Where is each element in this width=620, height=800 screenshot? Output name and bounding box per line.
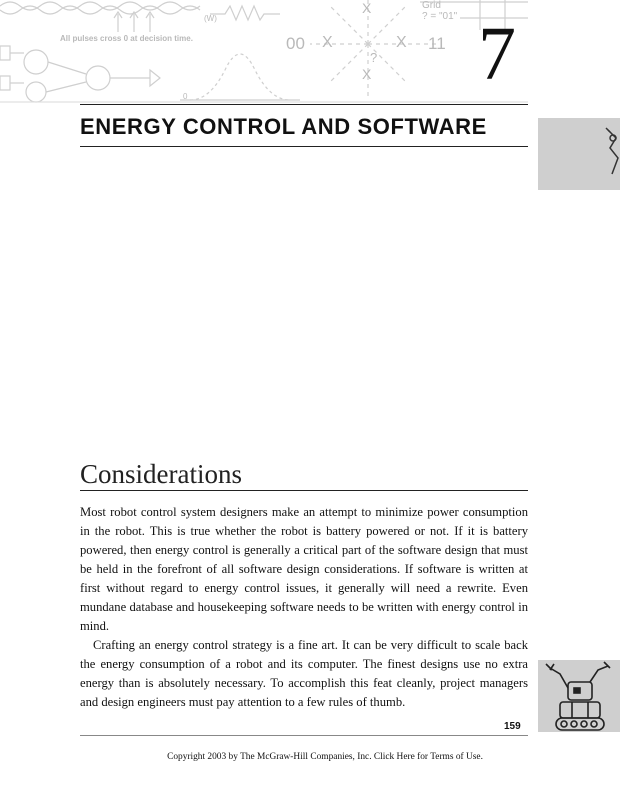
robot-arm-icon bbox=[538, 118, 620, 190]
banner-label-zero: 0 bbox=[183, 92, 188, 101]
chapter-banner-illustration bbox=[0, 0, 528, 104]
banner-label-question: ? bbox=[370, 50, 378, 65]
thumb-tab-top bbox=[538, 118, 620, 190]
banner-label-11: 11 bbox=[428, 34, 446, 53]
chapter-title-underline bbox=[80, 146, 528, 147]
banner-label-grid: Grid bbox=[422, 0, 441, 11]
banner-label-00: 00 bbox=[286, 34, 305, 53]
page-number: 159 bbox=[504, 721, 521, 732]
robot-icon bbox=[538, 660, 620, 732]
banner-label-x: X bbox=[362, 66, 372, 82]
paragraph: Crafting an energy control strategy is a fine art. It can be very difficult to scale back the energy consumption of a robot and its computer. The finest designs use no extra energy than is absolutely necessary. To accomplish this feat cleanly, project managers and design engineers must pay attention to a few rules of thumb. bbox=[80, 638, 528, 709]
copyright-notice: Copyright 2003 by The McGraw-Hill Companies, Inc. Click Here for Terms of Use. bbox=[167, 752, 483, 762]
thumb-tab-bottom bbox=[538, 660, 620, 732]
chapter-title: ENERGY CONTROL AND SOFTWARE bbox=[80, 114, 487, 139]
banner-label-x: X bbox=[362, 0, 372, 16]
section-heading: Considerations bbox=[80, 459, 242, 489]
chapter-top-rule bbox=[80, 104, 528, 105]
banner-caption: All pulses cross 0 at decision time. bbox=[60, 34, 193, 43]
section-heading-underline bbox=[80, 490, 528, 491]
banner-label-w: (W) bbox=[204, 14, 217, 23]
body-text bbox=[80, 503, 528, 712]
banner-label-x: X bbox=[322, 34, 333, 51]
banner-label-x: X bbox=[396, 34, 407, 51]
footer-rule bbox=[80, 735, 528, 736]
banner-label-equation: ? = "01" bbox=[422, 11, 458, 22]
chapter-number: 7 bbox=[478, 12, 516, 96]
paragraph: Most robot control system designers make an attempt to minimize power consumption in the robot. This is true whether the robot is battery powered or not. If it is battery powered, then energy control is generally a critical part of the software design that must be held in the forefront of all software design considerations. If software is written at first without regard to energy control issues, it generally will need a rewrite. Even mundane database and housekeeping software needs to be written with energy control in mind. bbox=[80, 505, 528, 633]
